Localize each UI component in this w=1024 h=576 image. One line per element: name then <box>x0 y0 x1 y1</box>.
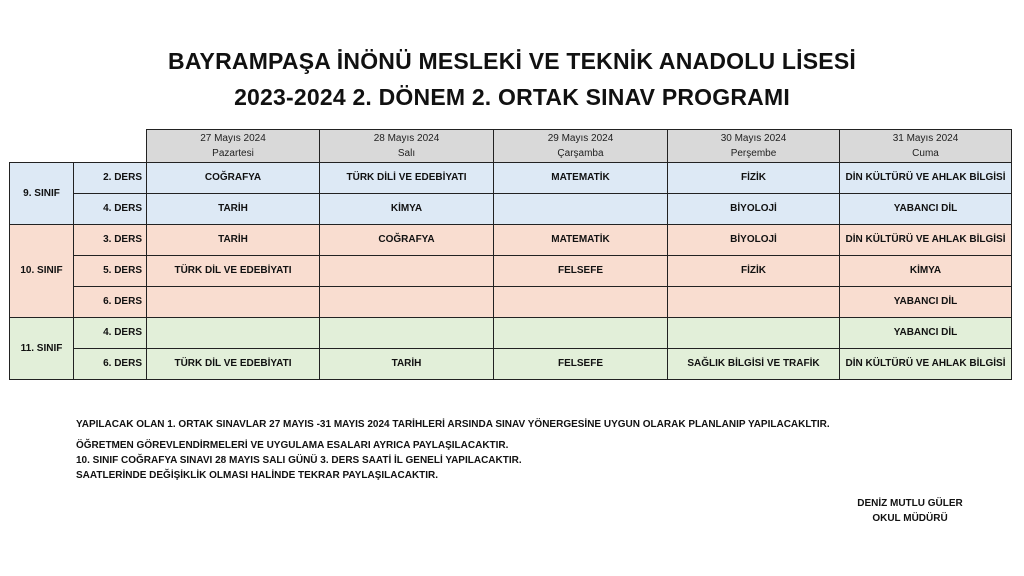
day-name: Salı <box>397 148 416 159</box>
exam-schedule-table <box>9 129 1012 380</box>
exam-subject-cell <box>494 194 668 225</box>
note-line: SAATLERİNDE DEĞİŞİKLİK OLMASI HALİNDE TEKRAR PAYLAŞILACAKTIR. <box>76 470 439 481</box>
exam-subject-cell: FELSEFE <box>494 256 668 287</box>
exam-subject-cell <box>147 318 320 349</box>
note-line: 10. SINIF COĞRAFYA SINAVI 28 MAYIS SALI GÜNÜ 3. DERS SAATİ İL GENELİ YAPILACAKTIR. <box>76 455 522 466</box>
exam-subject-cell: SAĞLIK BİLGİSİ VE TRAFİK <box>668 349 840 380</box>
exam-subject-cell <box>320 318 494 349</box>
schedule-row <box>10 194 1012 225</box>
day-header <box>494 130 668 163</box>
exam-subject-cell: TÜRK DİL VE EDEBİYATI <box>147 256 320 287</box>
day-header <box>147 130 320 163</box>
note-line: ÖĞRETMEN GÖREVLENDİRMELERİ VE UYGULAMA ESALARI AYRICA PAYLAŞILACAKTIR. <box>76 440 509 451</box>
signature-block <box>850 496 970 526</box>
period-label: 4. DERS <box>74 194 147 225</box>
exam-subject-cell: COĞRAFYA <box>147 163 320 194</box>
exam-subject-cell: TARİH <box>147 225 320 256</box>
exam-subject-cell: FELSEFE <box>494 349 668 380</box>
day-header <box>668 130 840 163</box>
exam-subject-cell <box>147 287 320 318</box>
day-date: 30 Mayıs 2024 <box>720 133 787 144</box>
exam-subject-cell: KİMYA <box>840 256 1012 287</box>
exam-subject-cell: FİZİK <box>668 163 840 194</box>
day-name: Cuma <box>912 148 939 159</box>
exam-subject-cell: DİN KÜLTÜRÜ VE AHLAK BİLGİSİ <box>840 163 1012 194</box>
grade-label: 10. SINIF <box>10 225 74 318</box>
exam-subject-cell: COĞRAFYA <box>320 225 494 256</box>
day-header <box>840 130 1012 163</box>
day-date: 27 Mayıs 2024 <box>200 133 266 144</box>
exam-subject-cell: YABANCI DİL <box>840 318 1012 349</box>
day-date: 29 Mayıs 2024 <box>547 133 614 144</box>
grade-label: 11. SINIF <box>10 318 74 380</box>
principal-title: OKUL MÜDÜRÜ <box>872 513 948 524</box>
day-name: Perşembe <box>730 148 777 159</box>
day-date: 31 Mayıs 2024 <box>892 133 959 144</box>
exam-subject-cell: DİN KÜLTÜRÜ VE AHLAK BİLGİSİ <box>840 225 1012 256</box>
exam-subject-cell <box>320 256 494 287</box>
schedule-row <box>10 256 1012 287</box>
exam-subject-cell <box>494 318 668 349</box>
period-label: 6. DERS <box>74 287 147 318</box>
exam-subject-cell: KİMYA <box>320 194 494 225</box>
period-label: 6. DERS <box>74 349 147 380</box>
exam-subject-cell: BİYOLOJİ <box>668 194 840 225</box>
exam-subject-cell <box>668 318 840 349</box>
period-label: 5. DERS <box>74 256 147 287</box>
day-header <box>320 130 494 163</box>
day-name: Pazartesi <box>212 148 254 159</box>
exam-subject-cell: FİZİK <box>668 256 840 287</box>
exam-subject-cell: YABANCI DİL <box>840 194 1012 225</box>
exam-subject-cell: MATEMATİK <box>494 225 668 256</box>
principal-name: DENİZ MUTLU GÜLER <box>857 498 963 509</box>
period-label: 2. DERS <box>74 163 147 194</box>
period-label: 3. DERS <box>74 225 147 256</box>
exam-subject-cell: MATEMATİK <box>494 163 668 194</box>
schedule-row <box>10 163 1012 194</box>
school-name: BAYRAMPAŞA İNÖNÜ MESLEKİ VE TEKNİK ANADOLU LİSESİ <box>168 48 856 74</box>
exam-subject-cell <box>668 287 840 318</box>
exam-program-title: 2023-2024 2. DÖNEM 2. ORTAK SINAV PROGRAMI <box>234 84 790 110</box>
grade-label: 9. SINIF <box>10 163 74 225</box>
day-name: Çarşamba <box>557 148 604 159</box>
blank-corner <box>10 130 147 163</box>
exam-subject-cell <box>320 287 494 318</box>
note-line: YAPILACAK OLAN 1. ORTAK SINAVLAR 27 MAYIS -31 MAYIS 2024 TARİHLERİ ARSINDA SINAV YÖNERGESİNE UYGUN OLARAK PLANLANIP YAPILACAKLTIR. <box>76 419 830 430</box>
schedule-row <box>10 349 1012 380</box>
exam-subject-cell: BİYOLOJİ <box>668 225 840 256</box>
exam-subject-cell: DİN KÜLTÜRÜ VE AHLAK BİLGİSİ <box>840 349 1012 380</box>
period-label: 4. DERS <box>74 318 147 349</box>
day-date: 28 Mayıs 2024 <box>373 133 440 144</box>
schedule-row <box>10 318 1012 349</box>
notes-block <box>76 417 830 483</box>
schedule-row <box>10 287 1012 318</box>
exam-subject-cell: TARİH <box>147 194 320 225</box>
exam-subject-cell: YABANCI DİL <box>840 287 1012 318</box>
exam-subject-cell: TÜRK DİL VE EDEBİYATI <box>147 349 320 380</box>
schedule-row <box>10 225 1012 256</box>
exam-subject-cell: TARİH <box>320 349 494 380</box>
exam-subject-cell <box>494 287 668 318</box>
exam-subject-cell: TÜRK DİLİ VE EDEBİYATI <box>320 163 494 194</box>
